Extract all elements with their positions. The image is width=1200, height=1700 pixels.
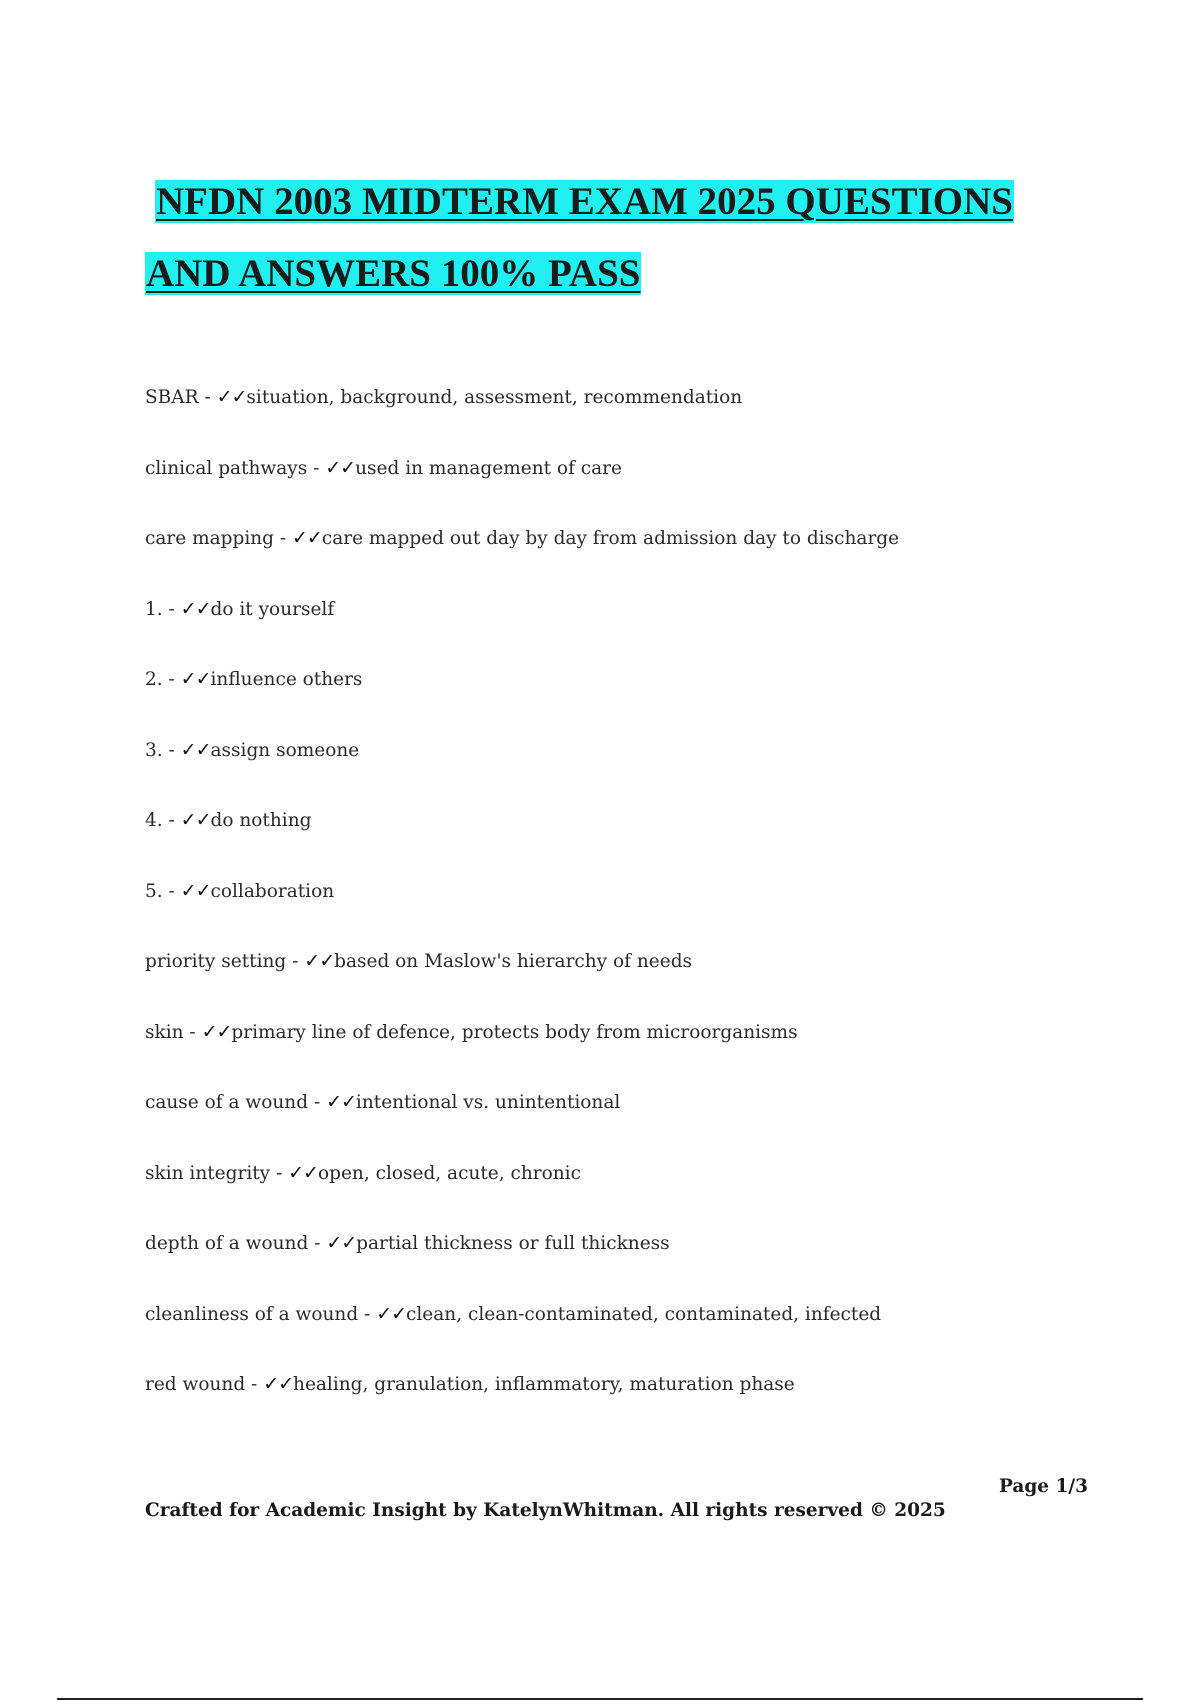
qa-item bbox=[145, 1085, 1105, 1156]
title-line-2-text: AND ANSWERS 100% PASS bbox=[146, 252, 641, 295]
qa-answer: open, closed, acute, chronic bbox=[317, 1162, 581, 1184]
qa-separator: - bbox=[162, 880, 181, 902]
qa-answer: primary line of defence, protects body from microorganisms bbox=[231, 1021, 798, 1043]
qa-separator: - bbox=[162, 739, 181, 761]
qa-item bbox=[145, 944, 1105, 1015]
qa-separator: - bbox=[162, 598, 181, 620]
qa-item bbox=[145, 803, 1105, 874]
qa-answer: assign someone bbox=[210, 739, 360, 761]
footer-credit: Crafted for Academic Insight by KatelynWhitman. All rights reserved © 2025 bbox=[145, 1500, 946, 1521]
qa-separator: - bbox=[162, 810, 181, 831]
qa-answer: situation, background, assessment, recommendation bbox=[246, 387, 743, 408]
double-check-icon: ✓✓ bbox=[263, 1373, 294, 1395]
qa-separator: - bbox=[162, 669, 181, 690]
double-check-icon: ✓✓ bbox=[180, 597, 211, 620]
qa-item bbox=[145, 1156, 1105, 1227]
qa-item bbox=[145, 451, 1105, 522]
title-line-2 bbox=[145, 238, 1075, 310]
double-check-icon: ✓✓ bbox=[325, 456, 356, 479]
qa-separator: - bbox=[183, 1021, 202, 1043]
qa-answer: intentional vs. unintentional bbox=[355, 1092, 621, 1113]
qa-separator: - bbox=[307, 457, 326, 479]
qa-item bbox=[145, 1015, 1105, 1086]
double-check-icon: ✓✓ bbox=[326, 1091, 356, 1113]
qa-term: cause of a wound bbox=[145, 1092, 309, 1113]
double-check-icon: ✓✓ bbox=[180, 809, 211, 831]
qa-term: skin bbox=[145, 1021, 184, 1043]
qa-term: 3. bbox=[145, 739, 163, 761]
qa-answer: healing, granulation, inflammatory, maturation phase bbox=[293, 1374, 795, 1395]
document-title bbox=[145, 166, 1075, 310]
qa-answer: used in management of care bbox=[355, 457, 622, 479]
qa-separator: - bbox=[245, 1374, 264, 1395]
double-check-icon: ✓✓ bbox=[180, 879, 211, 902]
qa-item bbox=[145, 1226, 1105, 1297]
qa-term: clinical pathways bbox=[145, 457, 308, 479]
qa-term: depth of a wound bbox=[145, 1233, 309, 1254]
double-check-icon: ✓✓ bbox=[292, 527, 322, 549]
double-check-icon: ✓✓ bbox=[180, 668, 211, 690]
double-check-icon: ✓✓ bbox=[180, 738, 211, 761]
qa-list bbox=[145, 380, 1105, 1438]
qa-term: cleanliness of a wound bbox=[145, 1303, 359, 1325]
qa-answer: based on Maslow's hierarchy of needs bbox=[334, 951, 693, 972]
qa-item bbox=[145, 592, 1105, 663]
qa-answer: collaboration bbox=[210, 880, 335, 902]
qa-term: 1. bbox=[145, 598, 163, 620]
qa-separator: - bbox=[308, 1092, 327, 1113]
qa-answer: influence others bbox=[210, 669, 363, 690]
double-check-icon: ✓✓ bbox=[304, 950, 335, 972]
qa-separator: - bbox=[270, 1162, 289, 1184]
qa-answer: do nothing bbox=[210, 810, 312, 831]
qa-term: priority setting bbox=[145, 951, 287, 972]
qa-answer: clean, clean-contaminated, contaminated, infected bbox=[406, 1303, 882, 1325]
double-check-icon: ✓✓ bbox=[216, 386, 247, 408]
qa-item bbox=[145, 662, 1105, 733]
qa-term: skin integrity bbox=[145, 1162, 271, 1184]
qa-item bbox=[145, 874, 1105, 945]
qa-separator: - bbox=[286, 951, 305, 972]
qa-separator: - bbox=[358, 1303, 377, 1325]
qa-term: SBAR bbox=[145, 387, 199, 408]
double-check-icon: ✓✓ bbox=[288, 1161, 318, 1184]
qa-item bbox=[145, 521, 1105, 592]
qa-separator: - bbox=[274, 528, 293, 549]
qa-term: 5. bbox=[145, 880, 163, 902]
qa-term: care mapping bbox=[145, 528, 274, 549]
double-check-icon: ✓✓ bbox=[201, 1020, 232, 1043]
qa-separator: - bbox=[198, 387, 217, 408]
title-line-1-text: NFDN 2003 MIDTERM EXAM 2025 QUESTIONS bbox=[156, 180, 1013, 223]
qa-term: red wound bbox=[145, 1374, 246, 1395]
double-check-icon: ✓✓ bbox=[326, 1232, 357, 1254]
qa-answer: care mapped out day by day from admission day to discharge bbox=[321, 528, 900, 549]
qa-separator: - bbox=[308, 1233, 327, 1254]
qa-answer: do it yourself bbox=[210, 598, 335, 620]
qa-item bbox=[145, 733, 1105, 804]
title-line-1 bbox=[145, 166, 1075, 238]
qa-item bbox=[145, 380, 1105, 451]
qa-term: 4. bbox=[145, 810, 163, 831]
qa-item bbox=[145, 1297, 1105, 1368]
double-check-icon: ✓✓ bbox=[376, 1302, 407, 1325]
page-number: Page 1/3 bbox=[998, 1476, 1088, 1497]
qa-answer: partial thickness or full thickness bbox=[356, 1233, 670, 1254]
qa-item bbox=[145, 1367, 1105, 1438]
qa-term: 2. bbox=[145, 669, 163, 690]
